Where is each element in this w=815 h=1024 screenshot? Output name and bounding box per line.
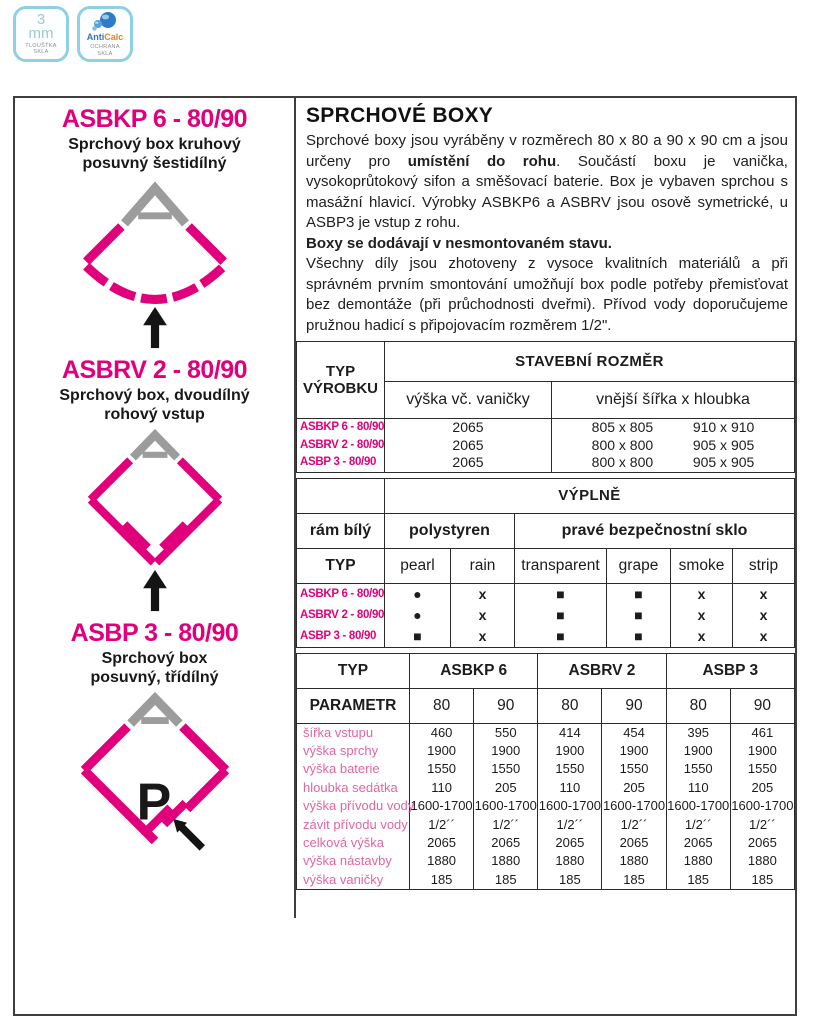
ram-bily-cell: rám bílý bbox=[297, 513, 385, 548]
stacked-line: ASBP 3 - 80/90 bbox=[300, 629, 377, 642]
stacked-line: x bbox=[759, 606, 768, 623]
stacked-line: 205 bbox=[751, 779, 774, 795]
product-header: ASBP 3 bbox=[666, 653, 794, 688]
stacked-line: 1900 bbox=[491, 742, 521, 758]
filling-marks-column bbox=[515, 583, 607, 647]
dimension-pair bbox=[552, 437, 794, 455]
stacked-line: x bbox=[478, 627, 487, 644]
filling-column-header: grape bbox=[607, 548, 671, 583]
filling-marks-column bbox=[733, 583, 795, 647]
stacked-line: 110 bbox=[431, 779, 452, 795]
dimension-value: 800 x 800 bbox=[591, 454, 654, 470]
parameter-values-column bbox=[410, 723, 474, 890]
asbkp6-floorplan-diagram bbox=[71, 176, 239, 306]
intro-paragraph-1: Sprchové boxy jsou vyráběny v rozměrech 80 x 80 a 90 x 90 cm a jsou určeny pro umístění do rohu. Součástí boxu je vanička, vysokoprůtokový sifon a směšovací baterie. Box je vybaven sprchou s masážní hlavicí. Výrobky ASBKP6 a ASBRV jsou osově symetrické, u ASBP3 je vstup z rohu. bbox=[306, 132, 788, 231]
stacked-line: 1880 bbox=[555, 853, 585, 869]
dimension-pair bbox=[552, 454, 794, 472]
parameter-values-column bbox=[474, 723, 538, 890]
rozmer-column-header: vnější šířka x hloubka bbox=[552, 382, 795, 419]
blank-corner-cell bbox=[297, 478, 385, 513]
filling-column-header: smoke bbox=[671, 548, 733, 583]
vyska-column-header: výška vč. vaničky bbox=[385, 382, 552, 419]
size-header: 90 bbox=[602, 688, 666, 723]
stacked-line: výška vaničky bbox=[303, 871, 384, 887]
stacked-line: 1550 bbox=[619, 761, 649, 777]
up-arrow-icon bbox=[141, 570, 169, 612]
filling-column-header: pearl bbox=[385, 548, 451, 583]
stacked-line: x bbox=[697, 585, 706, 602]
stacked-line: 1600-1700 bbox=[474, 798, 537, 814]
anticalc-badge bbox=[77, 6, 133, 62]
dimension-value: 800 x 800 bbox=[591, 436, 654, 453]
up-arrow-icon bbox=[141, 307, 169, 349]
stacked-line: 185 bbox=[687, 871, 710, 887]
stacked-line: 414 bbox=[559, 724, 581, 740]
stacked-line: 1880 bbox=[683, 853, 713, 869]
dimension-value: 805 x 805 bbox=[591, 419, 654, 435]
stacked-line: 1550 bbox=[683, 761, 713, 777]
stacked-line: 1/2´´ bbox=[428, 816, 455, 832]
stacked-line: 2065 bbox=[747, 834, 777, 850]
product-code-asbrv2: ASBRV 2 - 80/90 bbox=[61, 356, 248, 384]
stacked-line: 2065 bbox=[427, 834, 457, 850]
stacked-line: 1/2´´ bbox=[556, 816, 584, 832]
stacked-line: ■ bbox=[413, 627, 422, 644]
stacked-line: 1600-1700 bbox=[410, 798, 473, 814]
asbrv2-floorplan-diagram bbox=[79, 427, 231, 569]
product-header: ASBKP 6 bbox=[410, 653, 538, 688]
filling-column-header: rain bbox=[451, 548, 515, 583]
stacked-line: ■ bbox=[556, 606, 565, 623]
stacked-line: 1/2´´ bbox=[684, 816, 712, 832]
stacked-line: ASBKP 6 - 80/90 bbox=[300, 421, 385, 433]
stacked-line: 1/2´´ bbox=[620, 816, 648, 832]
vyska-values-cell bbox=[385, 419, 552, 473]
stavebni-rozmer-header: STAVEBNÍ ROZMĚR bbox=[385, 342, 795, 382]
diagonal-arrow-icon bbox=[173, 819, 202, 848]
product-subtitle-asbp3: Sprchový box posuvný, třídílný bbox=[90, 650, 219, 686]
stacked-line: 1880 bbox=[491, 853, 521, 869]
stacked-line: 2065 bbox=[683, 834, 713, 850]
stacked-line: ■ bbox=[634, 606, 643, 623]
size-header: 90 bbox=[730, 688, 794, 723]
stacked-line: ASBKP 6 - 80/90 bbox=[300, 587, 385, 600]
stacked-line: 2065 bbox=[452, 436, 484, 453]
stacked-line: 1550 bbox=[747, 761, 777, 777]
stacked-line: 1900 bbox=[427, 742, 457, 758]
stacked-line: 110 bbox=[687, 779, 709, 795]
product-codes-cell bbox=[297, 583, 385, 647]
product-subtitle-asbrv2: Sprchový box, dvoudílný rohový vstup bbox=[59, 387, 250, 423]
anticalc-caption: OCHRANA SKLA bbox=[90, 44, 120, 57]
stacked-line: hloubka sedátka bbox=[303, 779, 398, 795]
stacked-line: šířka vstupu bbox=[303, 724, 374, 740]
product-subtitle-asbkp6: Sprchový box kruhový posuvný šestidílný bbox=[68, 136, 241, 172]
intro-article bbox=[296, 98, 795, 336]
thickness-caption: TLOUŠŤKA SKLA bbox=[25, 42, 57, 55]
stacked-line: výška nástavby bbox=[303, 853, 392, 869]
filling-column-header: transparent bbox=[515, 548, 607, 583]
content-frame bbox=[13, 96, 797, 1016]
stacked-line: 2065 bbox=[491, 834, 521, 850]
page-title: SPRCHOVÉ BOXY bbox=[306, 104, 494, 127]
dimension-value: 910 x 910 bbox=[692, 419, 755, 435]
plan-letter-p: P bbox=[136, 772, 171, 831]
stacked-line: 185 bbox=[494, 871, 517, 887]
stacked-line: 1900 bbox=[619, 742, 649, 758]
filling-column-header: strip bbox=[733, 548, 795, 583]
stacked-line: 395 bbox=[687, 724, 710, 740]
size-header: 80 bbox=[538, 688, 602, 723]
stacked-line: 1900 bbox=[683, 742, 713, 758]
stacked-line: ■ bbox=[634, 585, 643, 602]
delivery-note: Boxy se dodávají v nesmontovaném stavu. bbox=[306, 234, 612, 252]
stacked-line: 1880 bbox=[427, 853, 457, 869]
stacked-line: 1550 bbox=[555, 761, 585, 777]
stacked-line: x bbox=[478, 606, 487, 623]
stacked-line: x bbox=[697, 606, 706, 623]
parameter-values-column bbox=[602, 723, 666, 890]
stacked-line: 1550 bbox=[491, 761, 521, 777]
stacked-line: 1600-1700 bbox=[538, 798, 601, 814]
thickness-unit: mm bbox=[28, 24, 54, 42]
product-code-asbp3: ASBP 3 - 80/90 bbox=[70, 619, 239, 647]
parameter-values-column bbox=[666, 723, 730, 890]
parameters-table bbox=[296, 653, 795, 891]
stacked-line: výška baterie bbox=[303, 761, 380, 777]
stacked-line: celková výška bbox=[303, 834, 384, 850]
stacked-line: 454 bbox=[623, 724, 645, 740]
stacked-line: ASBRV 2 - 80/90 bbox=[300, 608, 385, 621]
asbp3-floorplan-diagram bbox=[71, 690, 239, 854]
stacked-line: 185 bbox=[430, 871, 453, 887]
stacked-line: ■ bbox=[556, 627, 565, 644]
stacked-line: 205 bbox=[494, 779, 517, 795]
stacked-line: 460 bbox=[430, 724, 453, 740]
stacked-line: x bbox=[478, 585, 487, 602]
stacked-line: 2065 bbox=[452, 454, 484, 470]
product-code-asbkp6: ASBKP 6 - 80/90 bbox=[61, 105, 248, 133]
stacked-line: x bbox=[759, 627, 768, 644]
typ-label-cell: TYP bbox=[297, 548, 385, 583]
fillings-table bbox=[296, 478, 795, 648]
bezpecnostni-sklo-header: pravé bezpečnostní sklo bbox=[515, 513, 795, 548]
stacked-line: 2065 bbox=[619, 834, 649, 850]
rozmer-values-cell bbox=[552, 419, 795, 473]
stacked-line: ● bbox=[413, 585, 422, 602]
typ-vyrobku-cell: TYP VÝROBKU bbox=[297, 342, 385, 419]
stacked-line: 1600-1700 bbox=[731, 798, 794, 814]
stacked-line: 1600-1700 bbox=[667, 798, 730, 814]
size-header: 80 bbox=[666, 688, 730, 723]
stacked-line: 1900 bbox=[747, 742, 777, 758]
info-column bbox=[296, 98, 795, 1014]
stacked-line: 185 bbox=[623, 871, 645, 887]
dimension-value: 905 x 905 bbox=[692, 436, 755, 453]
product-header: ASBRV 2 bbox=[538, 653, 666, 688]
stacked-line: 1880 bbox=[747, 853, 777, 869]
size-header: 90 bbox=[474, 688, 538, 723]
stacked-line: 550 bbox=[494, 724, 517, 740]
stacked-line: 1/2´´ bbox=[492, 816, 520, 832]
filling-marks-column bbox=[607, 583, 671, 647]
stacked-line: 1900 bbox=[555, 742, 585, 758]
stacked-line: 2065 bbox=[452, 419, 484, 435]
stacked-line: 110 bbox=[559, 779, 581, 795]
stacked-line: 205 bbox=[623, 779, 645, 795]
polystyren-header: polystyren bbox=[385, 513, 515, 548]
parameter-values-column bbox=[730, 723, 794, 890]
stacked-line: 461 bbox=[751, 724, 774, 740]
stacked-line: 1880 bbox=[619, 853, 649, 869]
dimension-pair bbox=[552, 419, 794, 437]
filling-marks-column bbox=[451, 583, 515, 647]
stacked-line: 185 bbox=[559, 871, 581, 887]
stacked-line: 185 bbox=[751, 871, 774, 887]
glass-info-badges bbox=[13, 6, 133, 62]
parameter-labels-cell bbox=[297, 723, 415, 890]
typ-label-cell: TYP bbox=[297, 653, 410, 688]
stacked-line: 1550 bbox=[427, 761, 457, 777]
product-codes-cell bbox=[297, 419, 385, 473]
dimension-value: 905 x 905 bbox=[692, 454, 755, 470]
filling-marks-column bbox=[385, 583, 451, 647]
stacked-line: ● bbox=[413, 606, 422, 623]
size-header: 80 bbox=[410, 688, 474, 723]
stacked-line: výška přívodu vody bbox=[303, 798, 415, 814]
stacked-line: ASBP 3 - 80/90 bbox=[300, 456, 377, 468]
glass-thickness-badge bbox=[13, 6, 69, 62]
product-diagrams-column bbox=[15, 98, 296, 918]
stacked-line: 1/2´´ bbox=[749, 816, 776, 832]
stacked-line: výška sprchy bbox=[303, 742, 379, 758]
thickness-number: 3 bbox=[36, 10, 46, 28]
stacked-line: 2065 bbox=[555, 834, 585, 850]
intro-paragraph-2: Všechny díly jsou zhotoveny z vysoce kvalitních materiálů a při správném prvním smontování umožňují box podle potřeby přemisťovat bez demontáže (při průchodnosti dveřmi). Přívod vody doporučujeme pružnou hadicí s připojovacím rozměrem 1/2". bbox=[306, 255, 788, 334]
filling-marks-column bbox=[671, 583, 733, 647]
parameter-values-column bbox=[538, 723, 602, 890]
stacked-line: x bbox=[697, 627, 706, 644]
stacked-line: 1600-1700 bbox=[602, 798, 666, 814]
stacked-line: ■ bbox=[634, 627, 643, 644]
stacked-line: ASBRV 2 - 80/90 bbox=[300, 438, 385, 451]
anticalc-brand: AntiCalc bbox=[86, 32, 124, 42]
anticalc-logo-icon bbox=[92, 11, 118, 31]
stacked-line: x bbox=[759, 585, 768, 602]
stacked-line: závit přívodu vody bbox=[303, 816, 408, 832]
dimensions-table bbox=[296, 341, 795, 473]
parametr-label-cell: PARAMETR bbox=[297, 688, 410, 723]
vyplne-header: VÝPLNĚ bbox=[385, 478, 795, 513]
stacked-line: ■ bbox=[556, 585, 565, 602]
glass-thickness-value bbox=[28, 10, 54, 42]
